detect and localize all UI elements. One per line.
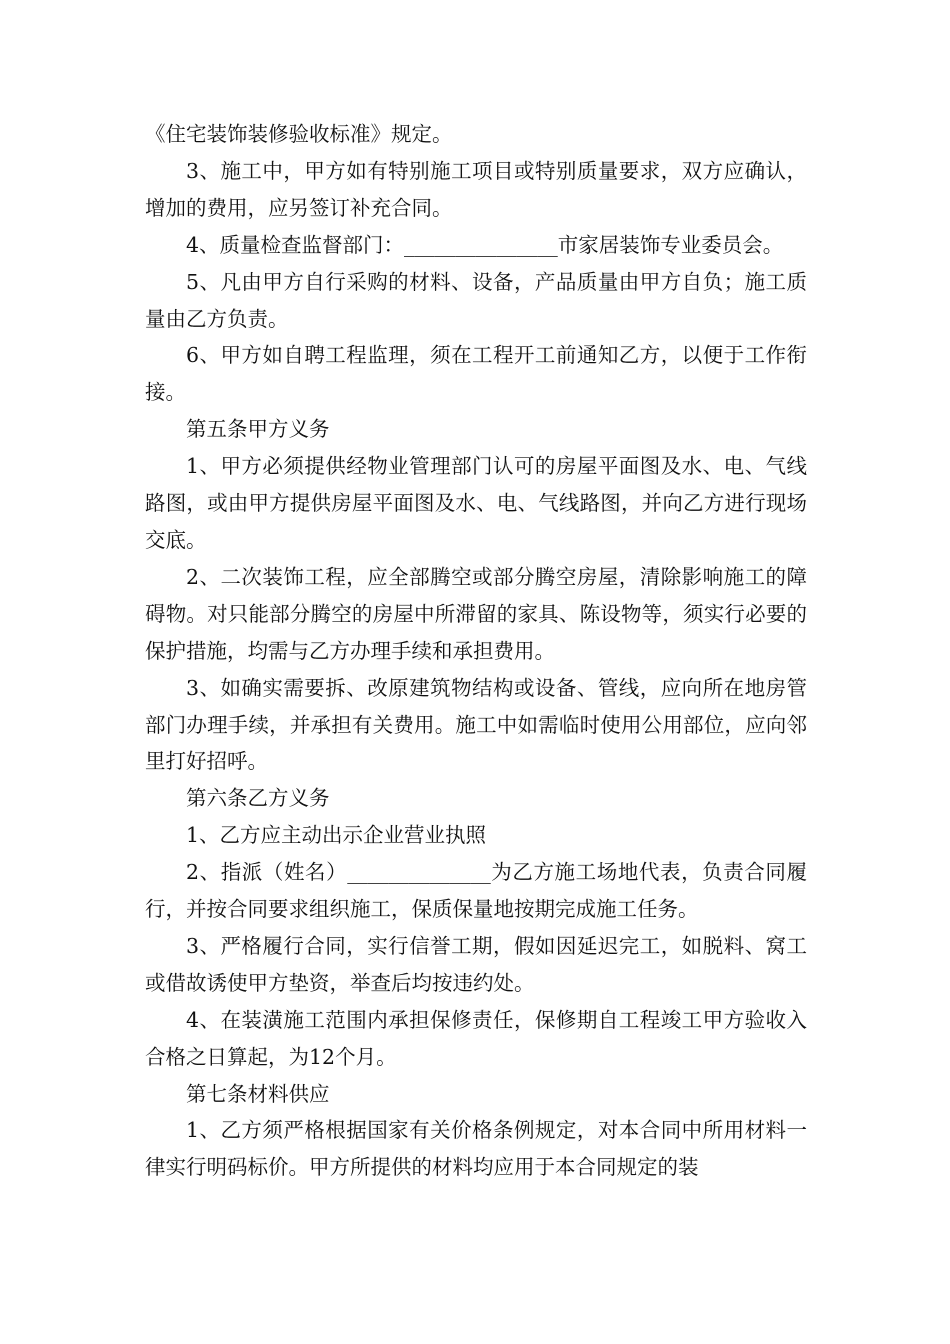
paragraph-item-5-material-quality: 5、凡由甲方自行采购的材料、设备，产品质量由甲方自负；施工质量由乙方负责。 [145,269,807,331]
paragraph-item-4-quality-supervision: 4、质量检查监督部门：_______________市家居装饰专业委员会。 [186,232,784,257]
paragraph-article6-item-1: 1、乙方应主动出示企业营业执照 [186,823,487,848]
paragraph-article5-item-3: 3、如确实需要拆、改原建筑物结构或设备、管线，应向所在地房管部门办理手续，并承担有关费用。施工中如需临时使用公用部位，应向邻里打好招呼。 [145,675,807,774]
paragraph-article6-item-2: 2、指派（姓名）______________为乙方施工场地代表，负责合同履行，并按合同要求组织施工，保质保量地按期完成施工任务。 [145,860,807,922]
article-heading-7: 第七条材料供应 [186,1081,330,1106]
paragraph-article6-item-4: 4、在装潢施工范围内承担保修责任，保修期自工程竣工甲方验收入合格之日算起，为12个月。 [145,1007,807,1069]
paragraph-article6-item-3: 3、严格履行合同，实行信誉工期，假如因延迟完工，如脱料、窝工或借故诱使甲方垫资，举查后均按违约处。 [145,933,807,995]
article-heading-5: 第五条甲方义务 [186,417,330,442]
paragraph-article5-item-2: 2、二次装饰工程，应全部腾空或部分腾空房屋，清除影响施工的障碍物。对只能部分腾空的房屋中所滞留的家具、陈设物等，须实行必要的保护措施，均需与乙方办理手续和承担费用。 [145,564,807,663]
paragraph-item-6-supervisor: 6、甲方如自聘工程监理，须在工程开工前通知乙方，以便于工作衔接。 [145,343,807,405]
paragraph-continuation: 《住宅装饰装修验收标准》规定。 [145,122,453,146]
paragraph-article5-item-1: 1、甲方必须提供经物业管理部门认可的房屋平面图及水、电、气线路图，或由甲方提供房屋平面图及水、电、气线路图，并向乙方进行现场交底。 [145,454,807,552]
article-heading-6: 第六条乙方义务 [186,786,330,811]
paragraph-article7-item-1: 1、乙方须严格根据国家有关价格条例规定，对本合同中所用材料一律实行明码标价。甲方所提供的材料均应用于本合同规定的装 [145,1118,807,1180]
paragraph-item-3-special-items: 3、施工中，甲方如有特别施工项目或特别质量要求，双方应确认，增加的费用，应另签订补充合同。 [145,158,807,220]
document-page [145,116,807,1186]
